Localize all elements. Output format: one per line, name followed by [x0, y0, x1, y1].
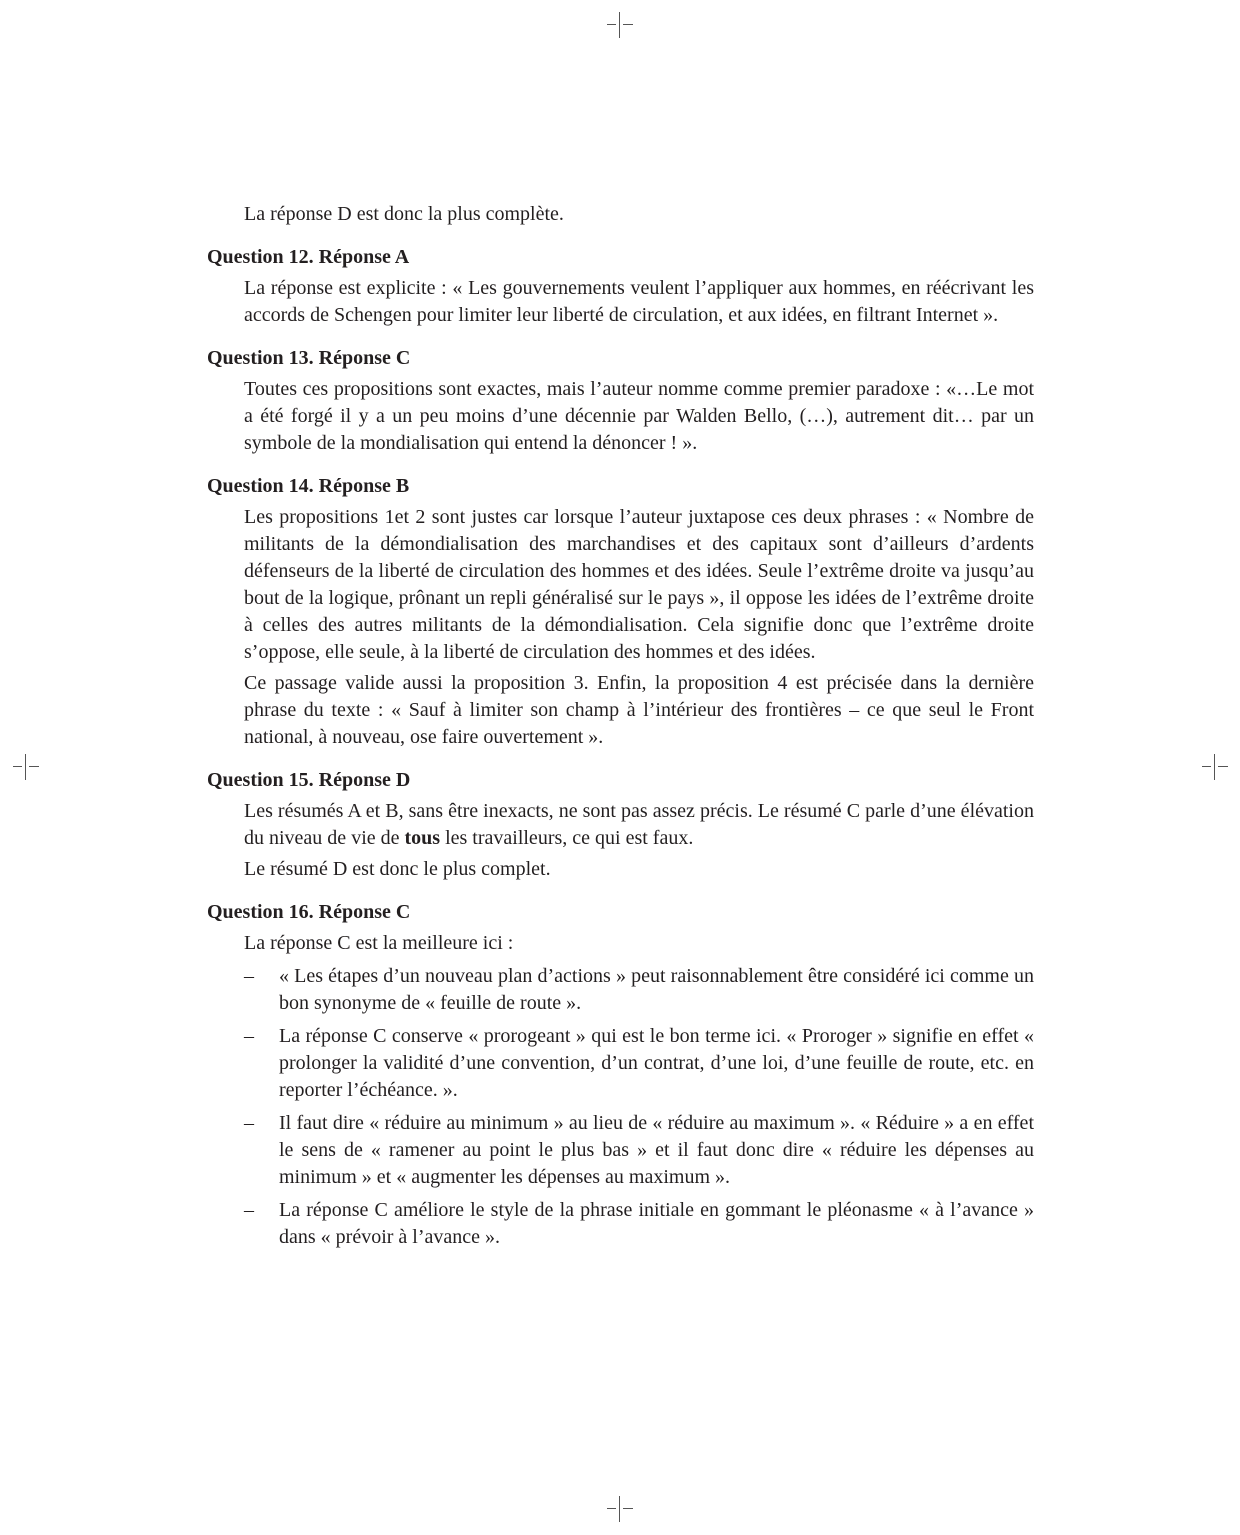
answer-paragraph: La réponse C est la meilleure ici :: [244, 932, 514, 954]
crop-mark-bottom-icon: [607, 1496, 633, 1522]
intro-text: La réponse D est donc la plus complète.: [244, 203, 564, 225]
list-item: [244, 1023, 1034, 1104]
answer-paragraph: Le résumé D est donc le plus complet.: [244, 858, 551, 880]
list-item: [244, 1197, 1034, 1251]
list-item-text: « Les étapes d’un nouveau plan d’actions » peut raisonnablement être considéré ici comme un bon synonyme de « feuille de route ».: [279, 965, 1034, 1014]
page-content: [207, 201, 1034, 1257]
dash-icon: –: [244, 1112, 254, 1134]
crop-mark-left-icon: [13, 754, 39, 780]
question-title: Question 13. Réponse C: [207, 347, 411, 369]
question-15: [207, 767, 1034, 883]
list-item-text: La réponse C conserve « prorogeant » qui est le bon terme ici. « Proroger » signifie en effet « prolonger la validité d’une convention, d’un contrat, d’une loi, d’une feuille de route, etc. en reporter l’échéance. ».: [279, 1025, 1034, 1101]
crop-mark-right-icon: [1202, 754, 1228, 780]
list-item-text: La réponse C améliore le style de la phrase initiale en gommant le pléonasme « à l’avance » dans « prévoir à l’avance ».: [279, 1199, 1034, 1248]
crop-mark-top-icon: [607, 12, 633, 38]
dash-icon: –: [244, 1199, 254, 1221]
text-segment: les travailleurs, ce qui est faux.: [440, 827, 694, 849]
question-13: [207, 345, 1034, 457]
text-segment: Les résumés A et B, sans être inexacts, ne sont pas assez précis. Le résumé C parle d’une élévation du niveau de vie de: [244, 800, 1034, 849]
answer-paragraph: Toutes ces propositions sont exactes, mais l’auteur nomme comme premier paradoxe : «…Le mot a été forgé il y a un peu moins d’une décennie par Walden Bello, (…), autrement dit… par un symbole de la mondialisation qui entend la dénoncer ! ».: [244, 378, 1034, 454]
question-12: [207, 244, 1034, 329]
dash-icon: –: [244, 1025, 254, 1047]
question-title: Question 16. Réponse C: [207, 901, 411, 923]
answer-paragraph: Ce passage valide aussi la proposition 3. Enfin, la proposition 4 est précisée dans la dernière phrase du texte : « Sauf à limiter son champ à l’intérieur des frontières – ce que seul le Front national, à nouveau, ose faire ouvertement ».: [244, 672, 1034, 748]
question-title: Question 14. Réponse B: [207, 475, 410, 497]
list-item: [244, 1110, 1034, 1191]
question-16: [207, 899, 1034, 1251]
emphasis-text: tous: [404, 827, 441, 849]
question-title: Question 12. Réponse A: [207, 246, 410, 268]
answer-paragraph: [244, 798, 1034, 852]
bullet-list: [244, 963, 1034, 1251]
question-14: [207, 473, 1034, 751]
list-item-text: Il faut dire « réduire au minimum » au lieu de « réduire au maximum ». « Réduire » a en effet le sens de « ramener au point le plus bas » et il faut donc dire « réduire les dépenses au minimum » et « augmenter les dépenses au maximum ».: [279, 1112, 1034, 1188]
list-item: [244, 963, 1034, 1017]
dash-icon: –: [244, 965, 254, 987]
answer-paragraph: Les propositions 1et 2 sont justes car lorsque l’auteur juxtapose ces deux phrases : « Nombre de militants de la démondialisation des marchandises et des capitaux sont d’ailleurs d’ardents défenseurs de la liberté de circulation des hommes et des idées. Seule l’extrême droite va jusqu’au bout de la logique, prônant un repli généralisé sur le pays », il oppose les idées de l’extrême droite à celles des autres militants de la démondialisation. Cela signifie donc que l’extrême droite s’oppose, elle seule, à la liberté de circulation des hommes et des idées.: [244, 506, 1034, 663]
answer-paragraph: La réponse est explicite : « Les gouvernements veulent l’appliquer aux hommes, en réécrivant les accords de Schengen pour limiter leur liberté de circulation, et aux idées, en filtrant Internet ».: [244, 277, 1034, 326]
question-title: Question 15. Réponse D: [207, 769, 411, 791]
